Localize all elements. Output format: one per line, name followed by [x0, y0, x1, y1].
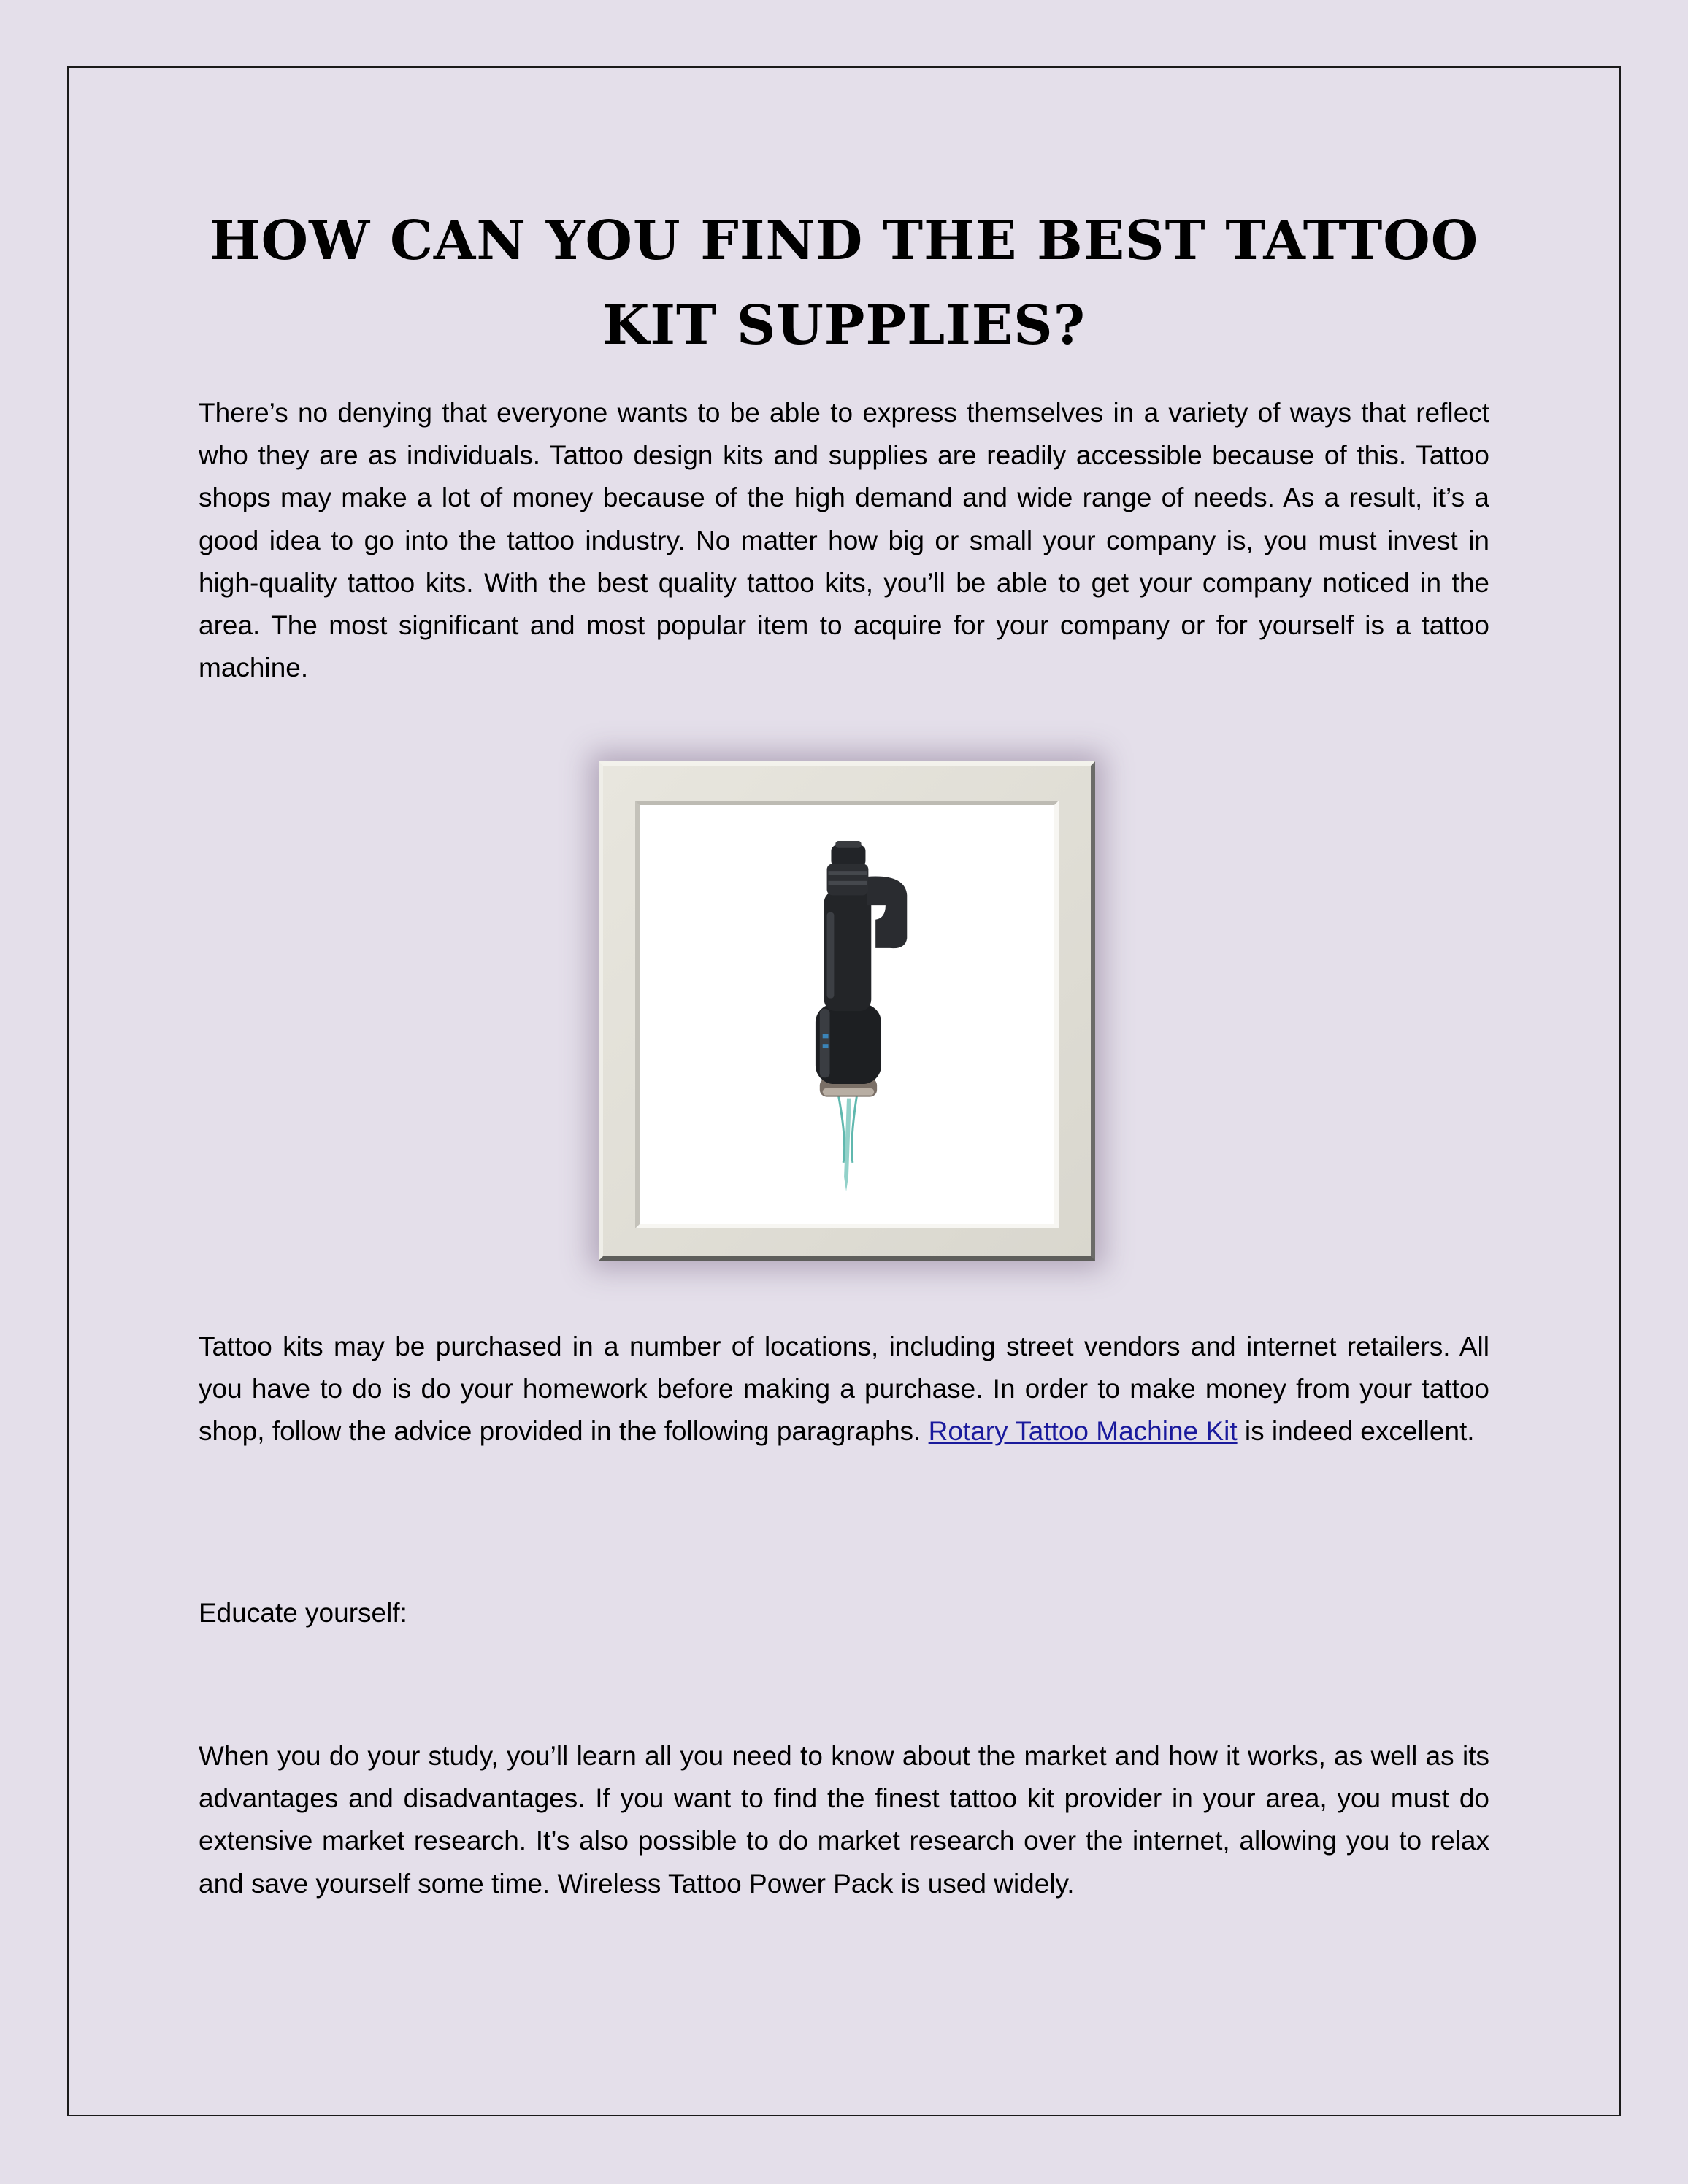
product-image-frame: [599, 761, 1095, 1261]
rotary-tattoo-machine-kit-link[interactable]: Rotary Tattoo Machine Kit: [928, 1416, 1238, 1447]
third-paragraph: When you do your study, you’ll learn all you need to know about the market and how it works, as well as its advantages and disadvantages. If you want to find the finest tattoo kit provider in your area, you must do extensive market research. It’s also possible to do market research over the internet, allowing you to relax and save yourself some time. Wireless Tattoo Power Pack is used widely.: [199, 1741, 1489, 1899]
second-paragraph-tail: is indeed excellent.: [1237, 1416, 1475, 1447]
section-heading-educate: Educate yourself:: [199, 1598, 407, 1628]
page-title: HOW CAN YOU FIND THE BEST TATTOO KIT SUPPLIES?: [209, 209, 1479, 357]
product-image: [635, 801, 1059, 1228]
second-paragraph: [199, 1326, 1489, 1453]
intro-paragraph: There’s no denying that everyone wants to be able to express themselves in a variety of ways that reflect who they are as individuals. Tattoo design kits and supplies are readily accessible because of this. Tattoo shops may make a lot of money because of the high demand and wide range of needs. As a result, it’s a good idea to go into the tattoo industry. No matter how big or small your company is, you must invest in high-quality tattoo kits. With the best quality tattoo kits, you’ll be able to get your company noticed in the area. The most significant and most popular item to acquire for your company or for yourself is a tattoo machine.: [199, 398, 1489, 683]
second-paragraph-text: Tattoo kits may be purchased in a number of locations, including street vendors and internet retailers. All you have to do is do your homework before making a purchase. In order to make money from your tattoo shop, follow the advice provided in the following paragraphs.: [199, 1331, 1489, 1447]
tattoo-pen-machine-photo-icon: [640, 805, 1054, 1224]
